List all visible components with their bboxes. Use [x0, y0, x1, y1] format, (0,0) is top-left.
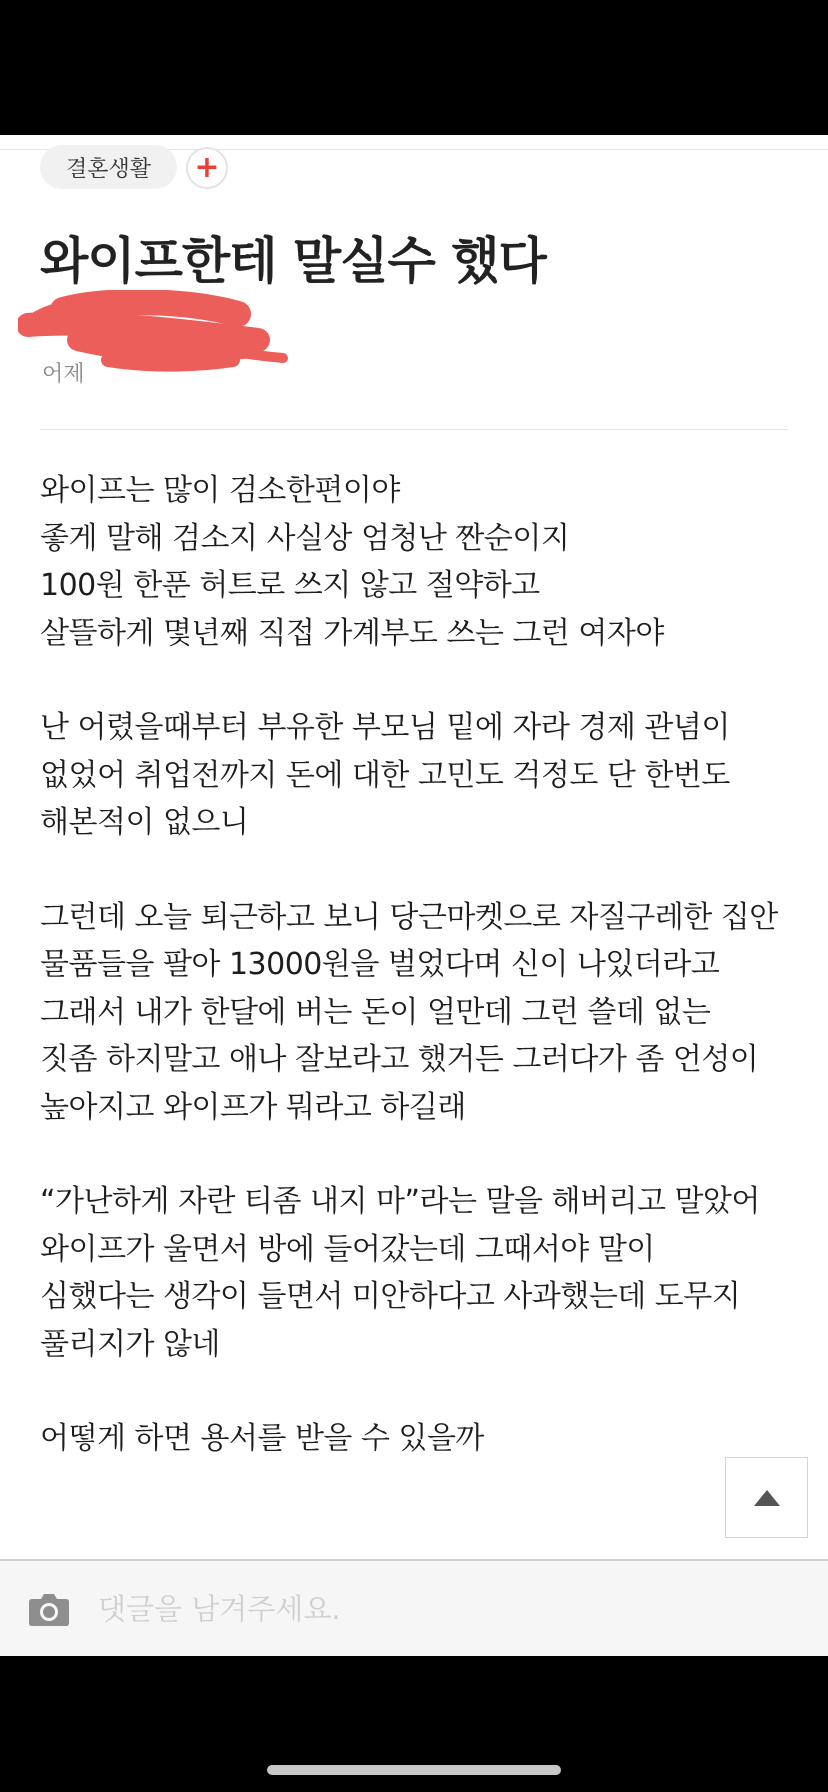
- post-body: [40, 467, 800, 1510]
- post-title: 와이프한테 말실수 했다: [40, 232, 546, 290]
- body-line: 좋게 말해 검소지 사실상 엄청난 짠순이지: [40, 520, 570, 556]
- camera-icon[interactable]: [28, 1591, 70, 1627]
- body-line: 난 어렸을때부터 부유한 부모님 밑에 자라 경제 관념이: [40, 710, 730, 745]
- body-line: 100원 한푼 허트로 쓰지 않고 절약하고: [40, 568, 540, 603]
- body-line: 그래서 내가 한달에 버는 돈이 얼만데 그런 쓸데 없는: [40, 994, 711, 1030]
- body-line: 와이프는 많이 검소한편이야: [40, 473, 400, 508]
- body-line: “가난하게 자란 티좀 내지 마”라는 말을 해버리고 말았어: [40, 1184, 760, 1219]
- paragraph: [40, 1415, 800, 1463]
- body-line: 그런데 오늘 퇴근하고 보니 당근마켓으로 자질구레한 집안: [40, 899, 778, 935]
- body-line: 물품들을 팔아 13000원을 벌었다며 신이 나있더라고: [40, 947, 720, 982]
- home-indicator[interactable]: [267, 1765, 561, 1775]
- body-line: 풀리지가 않네: [40, 1326, 220, 1362]
- paragraph: [40, 467, 800, 657]
- paragraph: [40, 704, 800, 847]
- body-line: 살뜰하게 몇년째 직접 가계부도 쓰는 그런 여자야: [40, 615, 664, 651]
- post-date: 어제: [42, 362, 85, 387]
- body-line: 해본적이 없으니: [40, 805, 249, 840]
- plus-icon: +: [194, 150, 220, 185]
- paragraph: [40, 894, 800, 1132]
- arrow-up-icon: [752, 1488, 782, 1508]
- body-line: 어떻게 하면 용서를 받을 수 있을까: [40, 1421, 484, 1456]
- paragraph: [40, 1178, 800, 1368]
- comment-bar: [0, 1559, 828, 1656]
- category-chip[interactable]: [40, 145, 177, 189]
- status-bar-area: [0, 0, 828, 135]
- body-line: 없었어 취업전까지 돈에 대한 고민도 걱정도 단 한번도: [40, 757, 730, 793]
- add-category-button[interactable]: [186, 147, 228, 189]
- comment-input[interactable]: [98, 1583, 788, 1635]
- meta-divider: [40, 429, 788, 430]
- scroll-to-top-button[interactable]: [725, 1457, 808, 1538]
- body-line: 심했다는 생각이 들면서 미안하다고 사과했는데 도무지: [40, 1279, 741, 1314]
- body-line: 와이프가 울면서 방에 들어갔는데 그때서야 말이: [40, 1231, 655, 1267]
- body-line: 높아지고 와이프가 뭐라고 하길래: [40, 1089, 466, 1125]
- body-line: 짓좀 하지말고 애나 잘보라고 했거든 그러다가 좀 언성이: [40, 1042, 759, 1077]
- category-label: 결혼생활: [66, 156, 152, 182]
- post-page: [0, 135, 828, 1656]
